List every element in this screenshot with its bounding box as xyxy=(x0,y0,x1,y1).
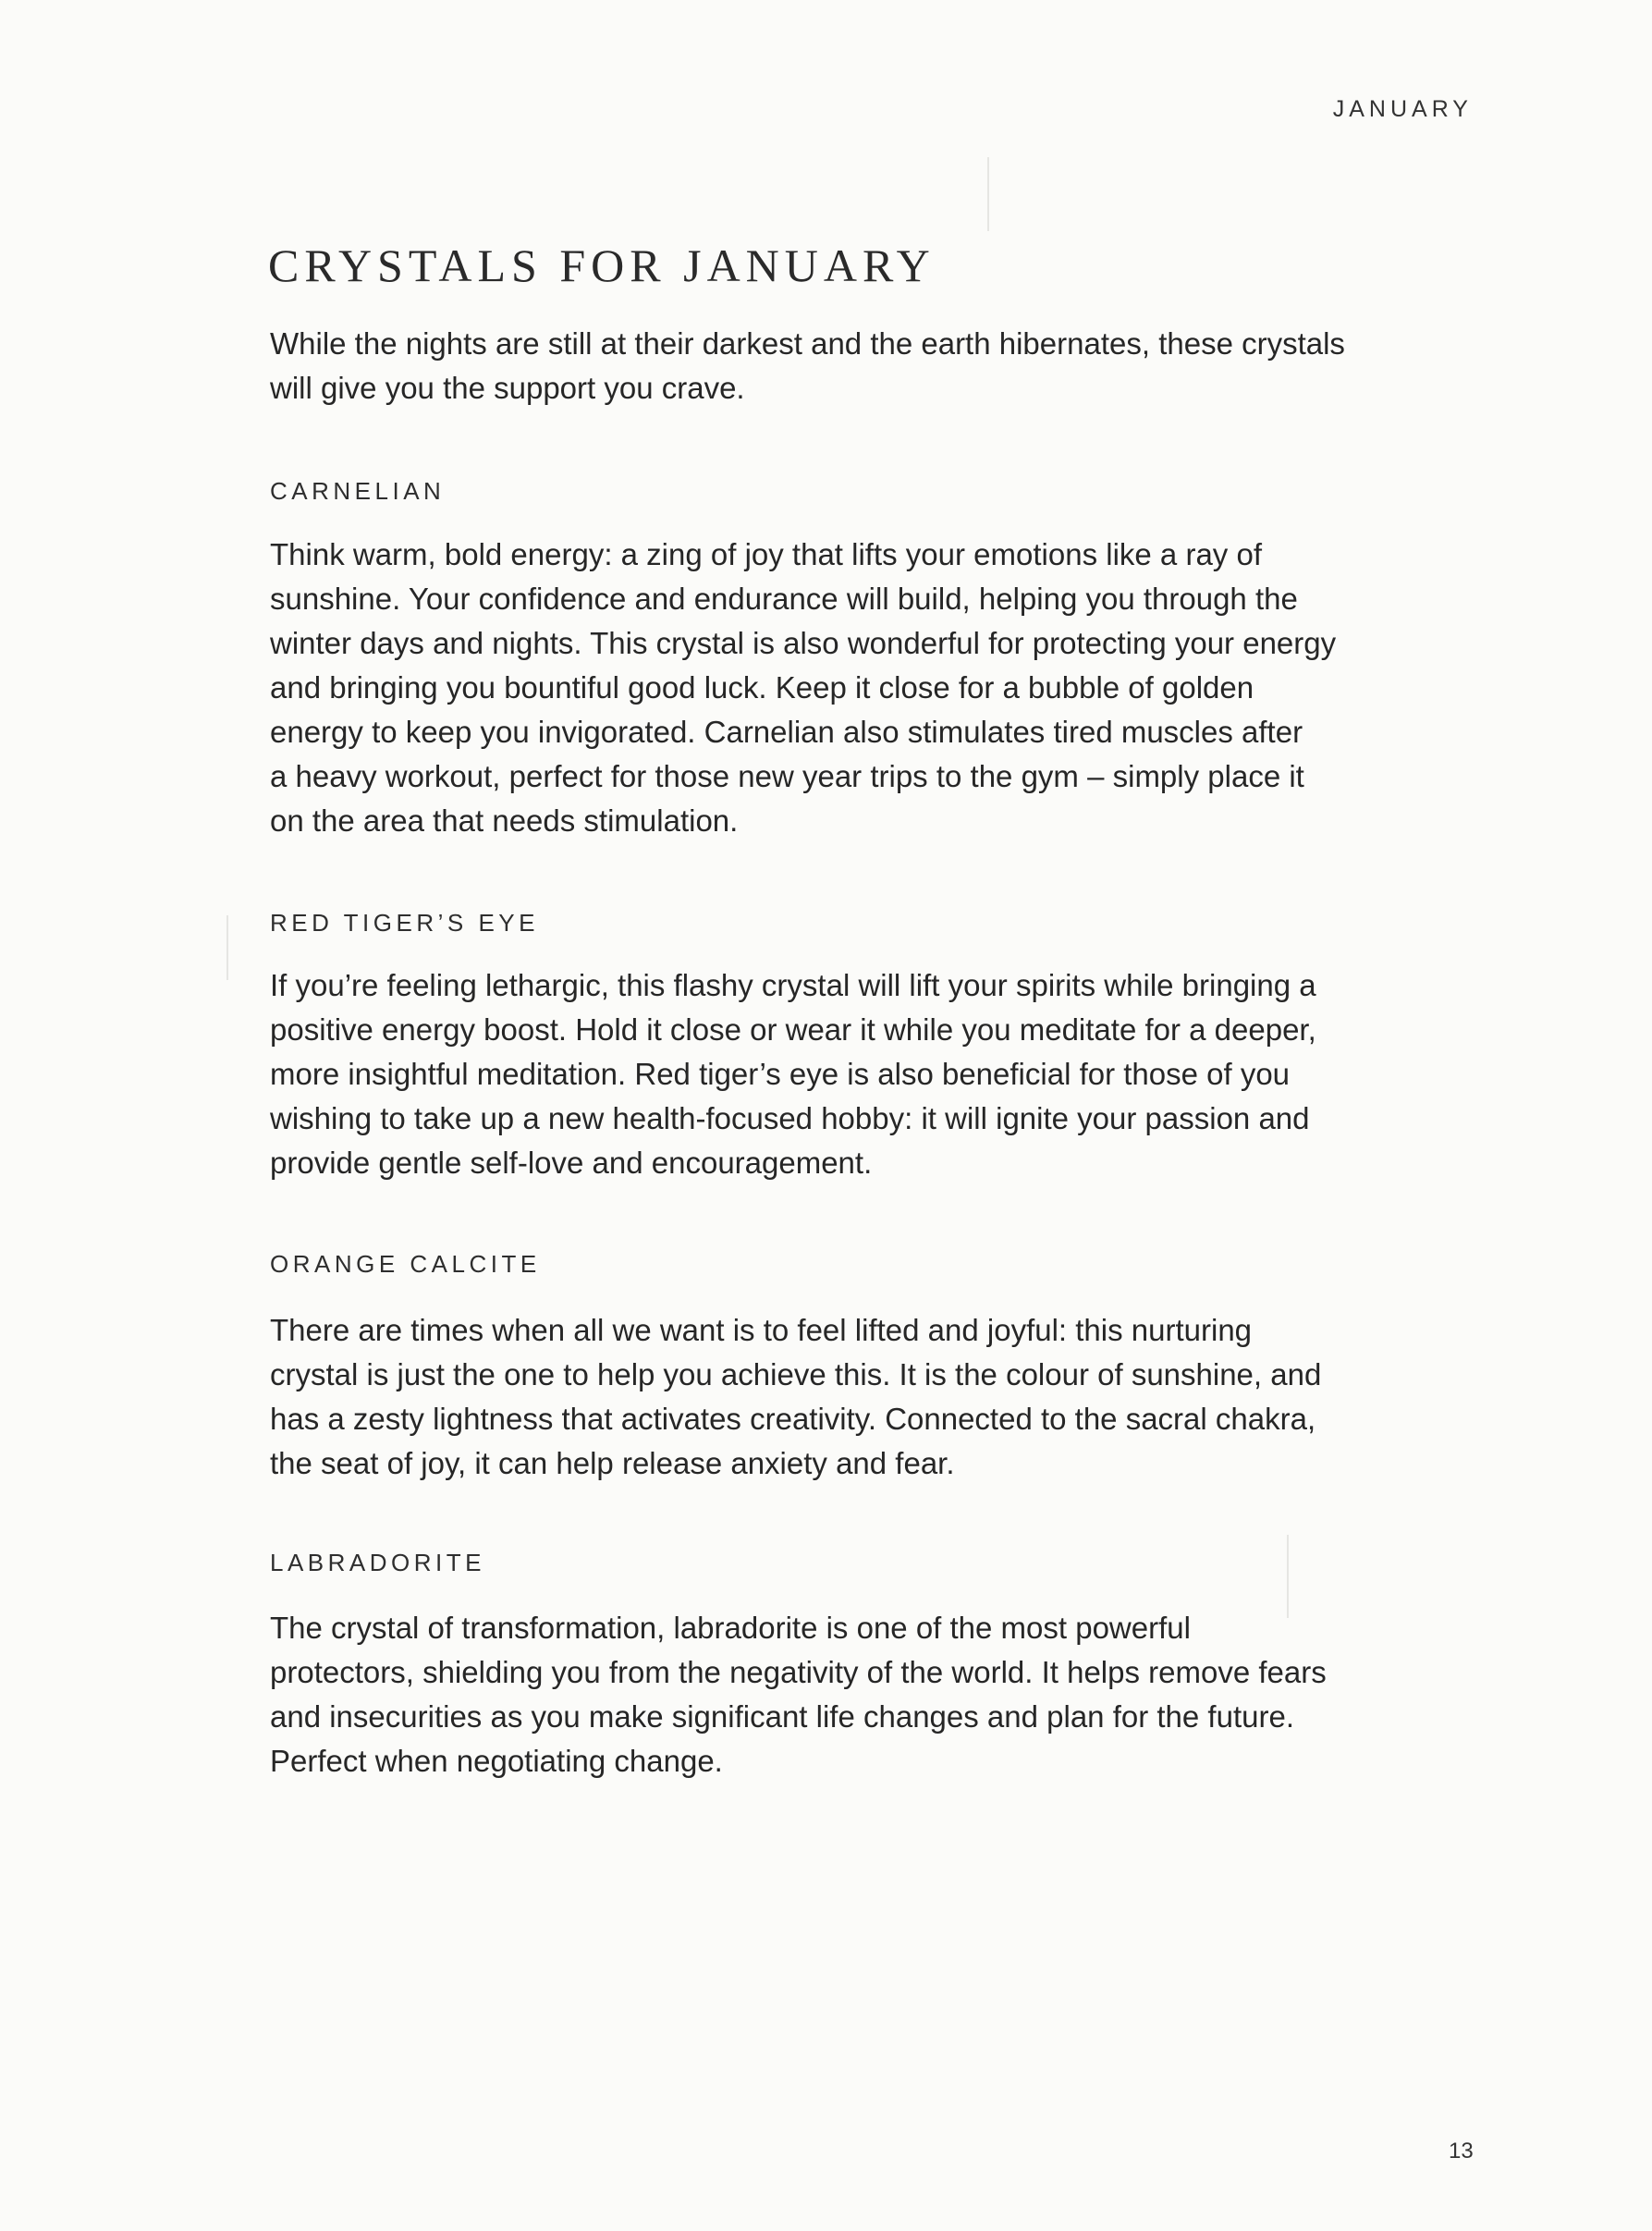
text-line: more insightful meditation. Red tiger’s eye is also beneficial for those of you xyxy=(270,1057,1291,1091)
text-line: will give you the support you crave. xyxy=(270,371,745,405)
page-title: CRYSTALS FOR JANUARY xyxy=(268,239,936,291)
text-line: Think warm, bold energy: a zing of joy that lifts your emotions like a ray of xyxy=(270,537,1262,571)
text-line: protectors, shielding you from the negativity of the world. It helps remove fears xyxy=(270,1655,1327,1689)
text-line: winter days and nights. This crystal is also wonderful for protecting your energy xyxy=(270,626,1337,660)
section-heading-red-tigers-eye: RED TIGER’S EYE xyxy=(270,909,539,937)
text-line: crystal is just the one to help you achieve this. It is the colour of sunshine, and xyxy=(270,1357,1322,1391)
text-line: Perfect when negotiating change. xyxy=(270,1744,723,1778)
text-line: positive energy boost. Hold it close or wear it while you meditate for a deeper, xyxy=(270,1012,1316,1047)
text-line: The crystal of transformation, labradorite is one of the most powerful xyxy=(270,1611,1191,1645)
text-line: wishing to take up a new health-focused hobby: it will ignite your passion and xyxy=(270,1101,1310,1135)
section-heading-carnelian: CARNELIAN xyxy=(270,477,446,505)
section-body-orange-calcite xyxy=(270,1308,1321,1486)
text-line: If you’re feeling lethargic, this flashy crystal will lift your spirits while bringing a xyxy=(270,968,1316,1002)
intro-paragraph xyxy=(270,322,1345,411)
section-heading-orange-calcite: ORANGE CALCITE xyxy=(270,1250,541,1278)
text-line: on the area that needs stimulation. xyxy=(270,803,739,838)
section-heading-labradorite: LABRADORITE xyxy=(270,1549,485,1576)
text-line: energy to keep you invigorated. Carnelian also stimulates tired muscles after xyxy=(270,715,1303,749)
paper-mark xyxy=(987,157,989,231)
text-line: a heavy workout, perfect for those new year trips to the gym – simply place it xyxy=(270,759,1304,793)
paper-mark xyxy=(226,915,228,980)
section-body-carnelian xyxy=(270,533,1336,843)
text-line: and bringing you bountiful good luck. Keep it close for a bubble of golden xyxy=(270,670,1254,705)
text-line: provide gentle self-love and encouragement. xyxy=(270,1146,873,1180)
text-line: the seat of joy, it can help release anxiety and fear. xyxy=(270,1446,955,1480)
text-line: and insecurities as you make significant life changes and plan for the future. xyxy=(270,1699,1294,1734)
text-line: There are times when all we want is to feel lifted and joyful: this nurturing xyxy=(270,1313,1253,1347)
section-body-labradorite xyxy=(270,1606,1327,1784)
text-line: While the nights are still at their darkest and the earth hibernates, these crystals xyxy=(270,326,1345,361)
page-number: 13 xyxy=(1449,2139,1474,2164)
section-body-red-tigers-eye xyxy=(270,963,1316,1185)
running-header: JANUARY xyxy=(1332,96,1473,122)
text-line: sunshine. Your confidence and endurance will build, helping you through the xyxy=(270,582,1298,616)
text-line: has a zesty lightness that activates creativity. Connected to the sacral chakra, xyxy=(270,1402,1316,1436)
